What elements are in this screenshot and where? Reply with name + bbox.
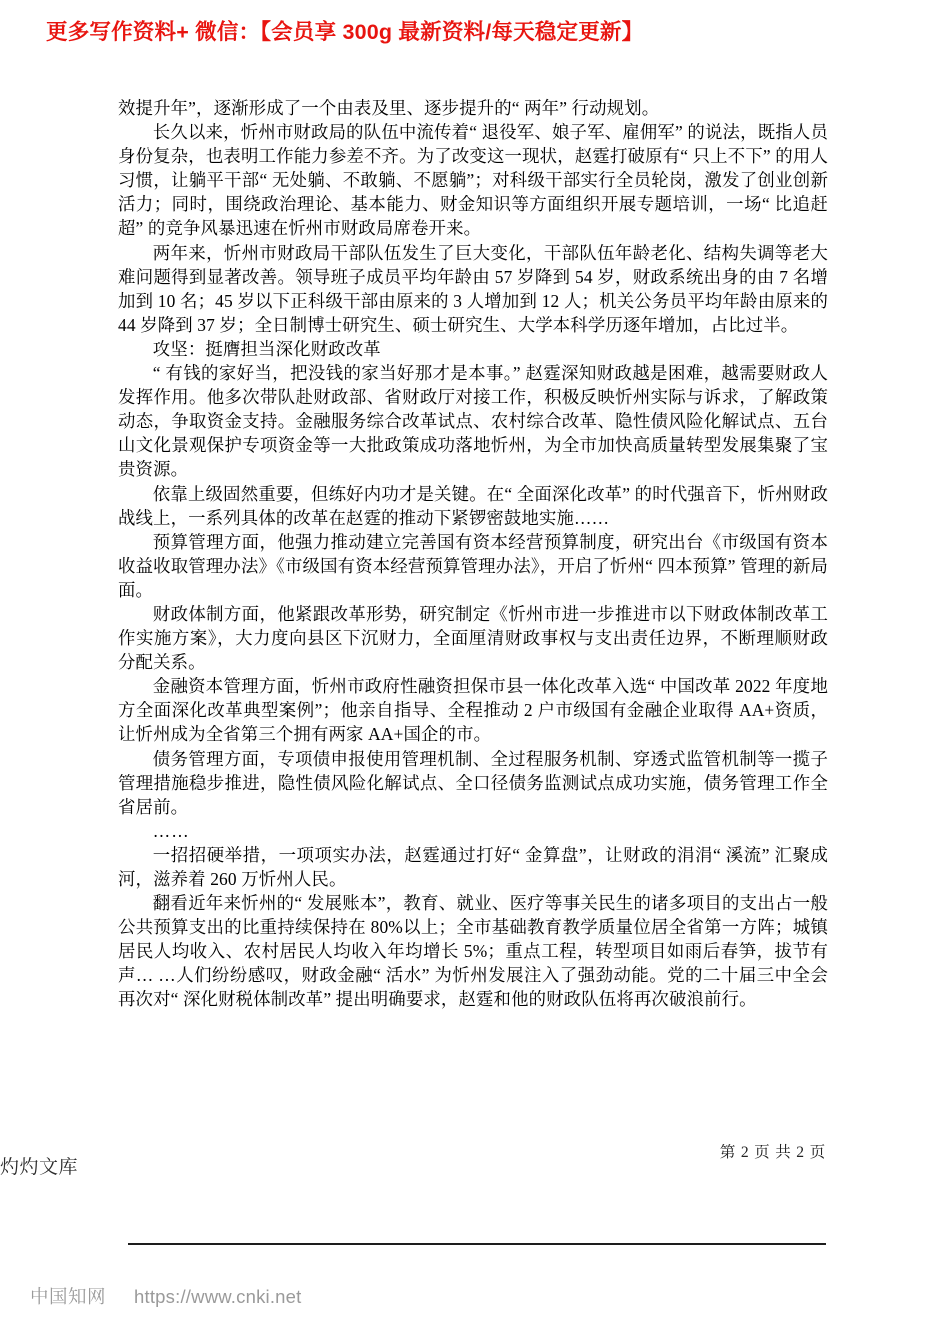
paragraph: 两年来，忻州市财政局干部队伍发生了巨大变化，干部队伍年龄老化、结构失调等老大难问题得到显著改善。领导班子成员平均年龄由 57 岁降到 54 岁，财政系统出身的由 7 名增加到 10 名；45 岁以下正科级干部由原来的 3 人增加到 12 人；机关公务员平均年龄由原来的 44 岁降到 37 岁；全日制博士研究生、硕士研究生、大学本科学历逐年增加，占比过半。 (118, 242, 828, 335)
paragraph: 预算管理方面，他强力推动建立完善国有资本经营预算制度，研究出台《市级国有资本收益收取管理办法》《市级国有资本经营预算管理办法》，开启了忻州“ 四本预算” 管理的新局面。 (118, 531, 828, 600)
paragraph: 一招招硬举措，一项项实办法，赵霆通过打好“ 金算盘”，让财政的涓涓“ 溪流” 汇聚成河，滋养着 260 万忻州人民。 (118, 844, 828, 889)
promotional-header-banner: 更多写作资料+ 微信：【会员享 300g 最新资料/每天稳定更新】 (46, 20, 644, 44)
paragraph: 财政体制方面，他紧跟改革形势，研究制定《忻州市进一步推进市以下财政体制改革工作实施方案》，大力度向县区下沉财力，全面厘清财政事权与支出责任边界，不断理顺财政分配关系。 (118, 603, 828, 673)
paragraph: 效提升年”，逐渐形成了一个由表及里、逐步提升的“ 两年” 行动规划。 (118, 98, 660, 118)
paragraph: 债务管理方面，专项债申报使用管理机制、全过程服务机制、穿透式监管机制等一揽子管理措施稳步推进，隐性债风险化解试点、全口径债务监测试点成功实施，债务管理工作全省居前。 (118, 748, 828, 817)
paragraph: 长久以来，忻州市财政局的队伍中流传着“ 退役军、娘子军、雇佣军” 的说法，既指人员身份复杂，也表明工作能力参差不齐。为了改变这一现状，赵霆打破原有“ 只上不下” 的用人习惯，让躺平干部“ 无处躺、不敢躺、不愿躺”；对科级干部实行全员轮岗，激发了创业创新活力；同时，围绕政治理论、基本能力、财金知识等方面组织开展专题培训，一场“ 比追赶超” 的竞争风暴迅速在忻州市财政局席卷开来。 (118, 122, 828, 239)
paragraph: “ 有钱的家好当，把没钱的家当好那才是本事。” 赵霆深知财政越是困难，越需要财政人发挥作用。他多次带队赴财政部、省财政厅对接工作，积极反映忻州实际与诉求，了解政策动态，争取资金支持。金融服务综合改革试点、农村综合改革、隐性债风险化解试点、五台山文化景观保护专项资金等一大批政策成功落地忻州，为全市加快高质量转型发展集聚了宝贵资源。 (118, 363, 828, 480)
page-number: 第 2 页 共 2 页 (719, 1144, 826, 1161)
library-watermark: 灼灼文库 (0, 1157, 79, 1178)
footer-divider (128, 1243, 826, 1245)
source-footer (30, 1283, 302, 1309)
paragraph-ellipsis: …… (152, 820, 190, 841)
paragraph: 翻看近年来忻州的“ 发展账本”，教育、就业、医疗等事关民生的诸多项目的支出占一般公共预算支出的比重持续保持在 80%以上；全市基础教育教学质量位居全省第一方阵；城镇居民人均收入、农村居民人均收入年均增长 5%；重点工程，转型项目如雨后春笋，拔节有声… …人们纷纷感叹，财政金融“ 活水” 为忻州发展注入了强劲动能。党的二十届三中全会再次对“ 深化财税体制改革” 提出明确要求，赵霆和他的财政队伍将再次破浪前行。 (118, 893, 828, 1010)
document-body (118, 96, 828, 1012)
section-heading: 攻坚：挺膺担当深化财政改革 (152, 338, 381, 359)
paragraph: 金融资本管理方面，忻州市政府性融资担保市县一体化改革入选“ 中国改革 2022 年度地方全面深化改革典型案例”；他亲自指导、全程推动 2 户市级国有金融企业取得 AA+资质，让忻州成为全省第三个拥有两家 AA+国企的市。 (118, 676, 828, 745)
source-url[interactable]: https://www.cnki.net (134, 1286, 302, 1307)
source-name: 中国知网 (30, 1286, 107, 1307)
paragraph: 依靠上级固然重要，但练好内功才是关键。在“ 全面深化改革” 的时代强音下，忻州财政战线上，一系列具体的改革在赵霆的推动下紧锣密鼓地实施…… (118, 483, 828, 528)
